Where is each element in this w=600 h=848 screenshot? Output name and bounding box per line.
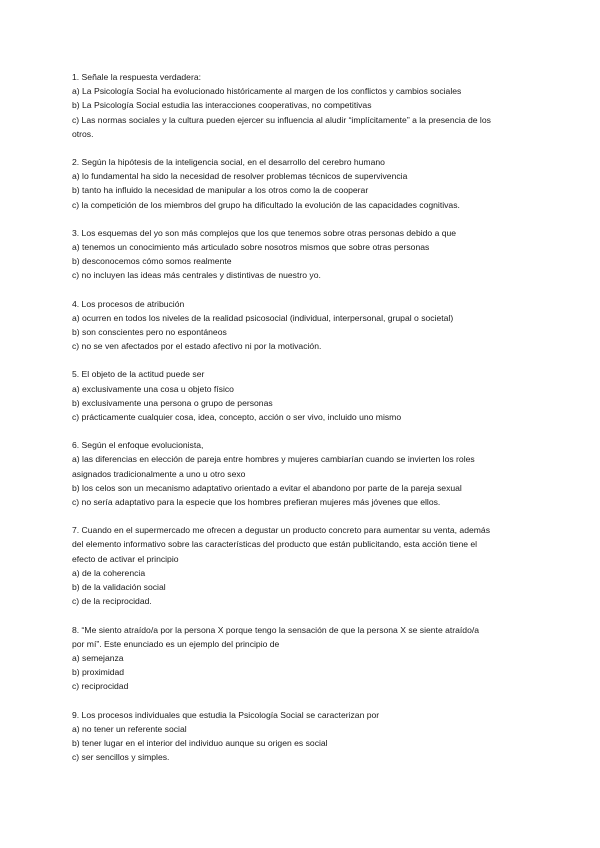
answer-option-c [72,268,534,282]
answer-option-b [72,665,534,679]
answer-option-line: b) son conscientes pero no espontáneos [72,327,227,338]
answer-option-line: c) reciprocidad [72,681,129,692]
question-list [72,70,534,778]
question-title [72,70,534,84]
answer-option-c [72,410,534,424]
question-7 [72,523,534,608]
question-title-line: 8. “Me siento atraído/a por la persona X porque tengo la sensación de que la persona X se siente atraído/a [72,624,480,635]
question-title-line: 1. Señale la respuesta verdadera: [72,72,201,82]
answer-option-c [72,198,534,212]
answer-option-line: b) los celos son un mecanismo adaptativo orientado a evitar el abandono por parte de la pareja sexual [72,482,462,493]
answer-option-b [72,396,534,410]
answer-option-line: c) Las normas sociales y la cultura pueden ejercer su influencia al aludir “implícitamente” a la presencia de los [72,114,491,125]
answer-option-line: a) ocurren en todos los niveles de la realidad psicosocial (individual, interpersonal, grupal o societal) [72,312,454,323]
question-1 [72,70,534,141]
answer-option-line: a) lo fundamental ha sido la necesidad de resolver problemas técnicos de supervivencia [72,171,408,182]
answer-option-line: c) la competición de los miembros del grupo ha dificultado la evolución de las capacidades cognitivas. [72,199,460,210]
question-title [72,297,534,311]
question-title-line: 3. Los esquemas del yo son más complejos que los que tenemos sobre otras personas debido a que [72,227,457,238]
question-title-line: efecto de activar el principio [72,553,179,564]
answer-option-a [72,566,534,580]
answer-option-a [72,382,534,396]
question-title-line: 6. Según el enfoque evolucionista, [72,440,204,451]
answer-option-line: c) prácticamente cualquier cosa, idea, concepto, acción o ser vivo, incluido uno mismo [72,412,402,423]
answer-option-line: a) tenemos un conocimiento más articulado sobre nosotros mismos que sobre otras personas [72,242,430,253]
answer-option-line: b) exclusivamente una persona o grupo de personas [72,397,273,408]
question-title [72,523,534,566]
answer-option-b [72,580,534,594]
question-5 [72,367,534,424]
answer-option-line: a) no tener un referente social [72,723,187,734]
answer-option-a [72,240,534,254]
question-6 [72,438,534,509]
answer-option-line: otros. [72,128,94,139]
answer-option-b [72,325,534,339]
answer-option-b [72,183,534,197]
answer-option-line: b) tanto ha influido la necesidad de manipular a los otros como la de cooperar [72,185,369,196]
question-title [72,226,534,240]
answer-option-line: b) tener lugar en el interior del individuo aunque su origen es social [72,737,328,748]
answer-option-line: a) de la coherencia [72,567,146,578]
answer-option-b [72,736,534,750]
answer-option-line: c) de la reciprocidad. [72,596,152,607]
answer-option-b [72,254,534,268]
answer-option-a [72,84,534,98]
answer-option-line: b) de la validación social [72,582,166,593]
answer-option-line: a) semejanza [72,652,124,663]
answer-option-a [72,651,534,665]
question-3 [72,226,534,283]
answer-option-b [72,98,534,112]
answer-option-line: a) exclusivamente una cosa u objeto físico [72,383,234,394]
answer-option-a [72,722,534,736]
question-title [72,155,534,169]
answer-option-line: c) no sería adaptativo para la especie que los hombres prefieran mujeres más jóvenes que ellos. [72,497,441,508]
answer-option-line: b) proximidad [72,667,125,678]
question-title-line: 5. El objeto de la actitud puede ser [72,369,205,380]
question-9 [72,708,534,765]
answer-option-line: asignados tradicionalmente a uno u otro sexo [72,468,246,479]
question-title-line: 7. Cuando en el supermercado me ofrecen a degustar un producto concreto para aumentar su venta, además [72,525,491,536]
question-title-line: 9. Los procesos individuales que estudia la Psicología Social se caracterizan por [72,709,380,720]
answer-option-c [72,679,534,693]
question-8 [72,623,534,694]
question-4 [72,297,534,354]
answer-option-c [72,339,534,353]
question-title [72,367,534,381]
question-title-line: del elemento informativo sobre las características del producto que están publicitando, esta acción tiene el [72,539,478,550]
answer-option-line: a) las diferencias en elección de pareja entre hombres y mujeres cambiarían cuando se invierten los roles [72,454,475,465]
question-2 [72,155,534,212]
answer-option-line: b) La Psicología Social estudia las interacciones cooperativas, no competitivas [72,100,372,111]
answer-option-b [72,481,534,495]
answer-option-line: c) ser sencillos y simples. [72,752,170,763]
question-title [72,438,534,452]
question-title-line: 4. Los procesos de atribución [72,298,185,309]
question-title-line: por mí”. Este enunciado es un ejemplo del principio de [72,638,280,649]
answer-option-a [72,452,534,480]
answer-option-a [72,169,534,183]
answer-option-c [72,594,534,608]
answer-option-line: c) no incluyen las ideas más centrales y distintivas de nuestro yo. [72,270,321,281]
answer-option-c [72,113,534,141]
answer-option-line: b) desconocemos cómo somos realmente [72,256,232,267]
question-title [72,623,534,651]
answer-option-c [72,495,534,509]
answer-option-line: c) no se ven afectados por el estado afectivo ni por la motivación. [72,341,322,352]
question-title-line: 2. Según la hipótesis de la inteligencia social, en el desarrollo del cerebro humano [72,157,385,168]
question-title [72,708,534,722]
answer-option-line: a) La Psicología Social ha evolucionado históricamente al margen de los conflictos y cambios sociales [72,86,462,97]
answer-option-a [72,311,534,325]
answer-option-c [72,750,534,764]
